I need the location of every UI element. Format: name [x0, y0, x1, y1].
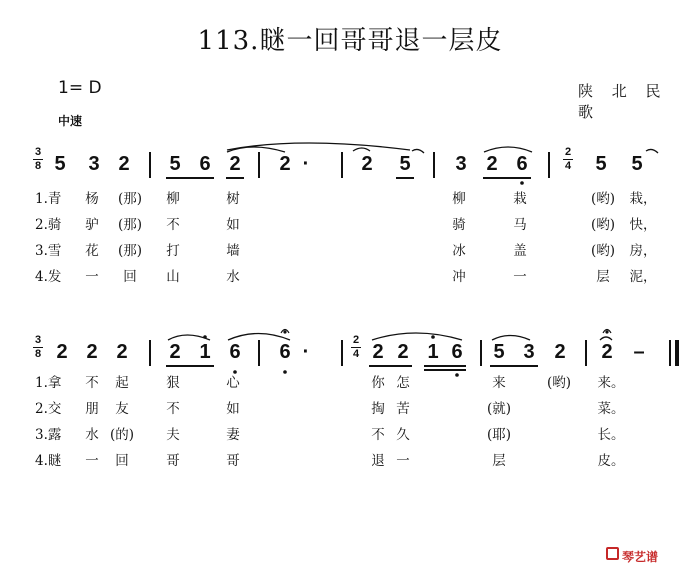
note: 2 [229, 153, 241, 175]
lyric-syllable: 4.发 [35, 269, 62, 285]
note: 3 [88, 153, 100, 175]
lyric-syllable: 墙 [226, 243, 240, 259]
lyric-syllable: 皮。 [597, 453, 625, 469]
lyric-syllable: 苦 [396, 401, 410, 417]
lyric-syllable: 水 [85, 427, 99, 443]
time-signature-bottom: 8 [34, 160, 42, 172]
slur-mark [600, 337, 612, 340]
low-octave-dot [233, 370, 237, 374]
note: 1 [427, 341, 439, 363]
lyric-syllable: 冰 [452, 243, 466, 259]
lyric-syllable: 哥 [166, 453, 180, 469]
note: 5 [631, 153, 643, 175]
lyric-syllable: 快， [629, 217, 657, 233]
lyric-syllable: 朋 [85, 401, 99, 417]
lyric-syllable: 马 [513, 217, 527, 233]
lyric-syllable: 柳 [166, 191, 180, 207]
page-title: 113.瞇一回哥哥退一层皮 [197, 26, 503, 56]
note: 2 [279, 153, 291, 175]
lyric-syllable: 久 [396, 427, 410, 443]
lyric-syllable: 回 [115, 453, 129, 469]
slur-mark [372, 333, 462, 340]
note: 1 [199, 341, 211, 363]
slur-mark [484, 147, 532, 152]
lyric-syllable: 菜。 [597, 401, 625, 417]
fermata-mark [281, 330, 611, 334]
lyric-syllable: 来 [492, 375, 506, 391]
lyric-syllable: 花 [85, 243, 99, 259]
note: 2 [601, 341, 613, 363]
slur-mark [646, 149, 658, 153]
lyric-syllable: 房， [629, 243, 657, 259]
note: 2 [116, 341, 128, 363]
note: 2 [372, 341, 384, 363]
lyric-syllable: 层 [596, 269, 610, 285]
lyric-syllable: 夫 [166, 427, 180, 443]
note-dot: · [302, 341, 310, 363]
lyric-syllable: 一 [513, 269, 527, 285]
lyric-syllable: 你 [371, 375, 385, 391]
lyric-syllable: 树 [226, 191, 240, 207]
lyric-syllable: 不 [371, 427, 385, 443]
lyric-syllable: 2.骑 [35, 217, 62, 233]
key-signature: 1= D [58, 78, 102, 98]
note: 5 [399, 153, 411, 175]
lyric-syllable: (哟) [590, 243, 616, 259]
note: 6 [516, 153, 528, 175]
lyric-syllable: 怎 [396, 375, 410, 391]
lyric-syllable: 哥 [226, 453, 240, 469]
note: 2 [56, 341, 68, 363]
lyric-syllable: 2.交 [35, 401, 62, 417]
lyric-syllable: 一 [85, 453, 99, 469]
note: 3 [455, 153, 467, 175]
lyric-syllable: (耶) [486, 427, 512, 443]
slur-mark [492, 336, 530, 341]
lyric-syllable: 心 [226, 375, 240, 391]
lyric-syllable: 一 [85, 269, 99, 285]
time-signature-top: 2 [352, 334, 360, 346]
time-signature-top: 3 [34, 146, 42, 158]
lyric-syllable: 如 [226, 401, 240, 417]
lyric-syllable: 来。 [597, 375, 625, 391]
note: 2 [554, 341, 566, 363]
lyric-syllable: 冲 [452, 269, 466, 285]
note: 6 [229, 341, 241, 363]
slur-mark [227, 147, 285, 152]
lyric-syllable: 4.瞇 [35, 453, 62, 469]
tempo-marking: 中速 [58, 114, 83, 128]
lyric-syllable: 水 [226, 269, 240, 285]
lyric-syllable: 一 [396, 453, 410, 469]
lyric-syllable: 杨 [85, 191, 99, 207]
lyric-syllable: 盖 [513, 243, 527, 259]
low-octave-dot [283, 370, 287, 374]
time-signature-top: 2 [564, 146, 572, 158]
note: 2 [169, 341, 181, 363]
lyric-syllable: 栽， [629, 191, 657, 207]
lyric-syllable: 长。 [597, 427, 625, 443]
lyric-syllable: (的) [109, 427, 135, 443]
lyric-syllable: 妻 [226, 427, 240, 443]
lyric-syllable: (那) [117, 217, 143, 233]
time-signature-bottom: 4 [352, 348, 360, 360]
time-signature-bottom: 8 [34, 348, 42, 360]
slur-mark [353, 148, 370, 151]
lyric-syllable: 柳 [452, 191, 466, 207]
lyric-syllable: 3.露 [35, 427, 62, 443]
note: 2 [118, 153, 130, 175]
note: 5 [169, 153, 181, 175]
lyric-syllable: (那) [117, 243, 143, 259]
lyric-syllable: 栽 [513, 191, 527, 207]
note: 2 [361, 153, 373, 175]
lyric-syllable: 掏 [371, 401, 385, 417]
high-octave-dot [431, 335, 435, 339]
lyric-syllable: (就) [486, 401, 512, 417]
note: 3 [523, 341, 535, 363]
lyric-syllable: 不 [85, 375, 99, 391]
note: 6 [199, 153, 211, 175]
high-octave-dot [203, 335, 207, 339]
note: 5 [493, 341, 505, 363]
lyric-syllable: 3.雪 [35, 243, 62, 259]
song-origin: 陕 北 民 歌 [578, 82, 668, 121]
lyric-syllable: 如 [226, 217, 240, 233]
lyric-syllable: 骑 [452, 217, 466, 233]
slur-mark [412, 149, 424, 153]
note: 5 [54, 153, 66, 175]
note: 2 [397, 341, 409, 363]
lyric-syllable: 山 [166, 269, 180, 285]
time-signature-bottom: 4 [564, 160, 572, 172]
lyric-syllable: 不 [166, 217, 180, 233]
lyric-syllable: 起 [115, 375, 129, 391]
low-octave-dot [520, 181, 524, 185]
time-signature-top: 3 [34, 334, 42, 346]
lyric-syllable: 退 [371, 453, 385, 469]
note-dot: · [302, 153, 310, 175]
note: 6 [279, 341, 291, 363]
lyric-syllable: 层 [492, 453, 506, 469]
low-octave-dot [455, 373, 459, 377]
watermark: 琴艺谱 [622, 550, 659, 564]
note-dash: – [633, 341, 645, 363]
lyric-syllable: 泥， [629, 269, 657, 285]
lyric-syllable: 驴 [85, 217, 99, 233]
lyric-syllable: (那) [117, 191, 143, 207]
note: 2 [486, 153, 498, 175]
lyric-syllable: (哟) [590, 217, 616, 233]
lyric-syllable: (哟) [590, 191, 616, 207]
tie-mark [228, 334, 290, 341]
lyric-syllable: 1.青 [35, 191, 62, 207]
lyric-syllable: 打 [166, 243, 180, 259]
note: 5 [595, 153, 607, 175]
watermark-logo-icon [606, 547, 619, 560]
lyric-syllable: 狠 [166, 375, 180, 391]
lyric-syllable: 友 [115, 401, 129, 417]
note: 6 [451, 341, 463, 363]
lyric-syllable: 1.拿 [35, 375, 62, 391]
lyric-syllable: 回 [123, 269, 137, 285]
lyric-syllable: 不 [166, 401, 180, 417]
lyric-syllable: (哟) [546, 375, 572, 391]
note: 2 [86, 341, 98, 363]
